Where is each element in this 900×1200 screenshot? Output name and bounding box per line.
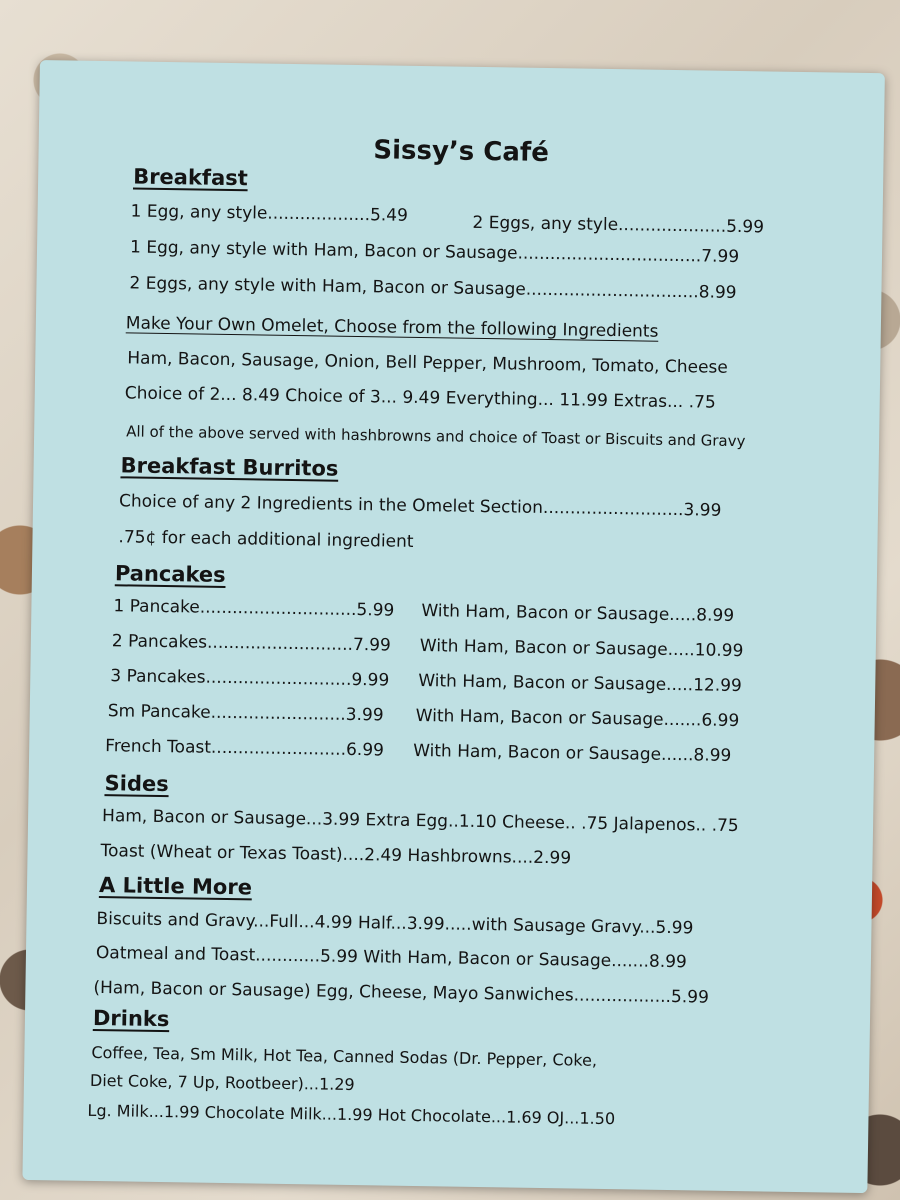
served-with-note: All of the above served with hashbrowns and choice of Toast or Biscuits and Gravy [126,422,746,451]
pancake-with-meat: With Ham, Bacon or Sausage.....10.99 [419,636,744,662]
pancake-with-meat: With Ham, Bacon or Sausage.....12.99 [418,671,742,697]
drinks-line-1: Coffee, Tea, Sm Milk, Hot Tea, Canned Sodas (Dr. Pepper, Coke, [91,1042,598,1070]
burritos-heading: Breakfast Burritos [120,453,339,481]
pancake-item: 1 Pancake.............................5.99 [113,596,395,621]
pancake-item: Sm Pancake.........................3.99 [107,701,384,726]
pancake-row [108,701,740,731]
omelet-prices: Choice of 2... 8.49 Choice of 3... 9.49 Everything... 11.99 Extras... .75 [124,383,716,413]
sides-line-1: Ham, Bacon or Sausage...3.99 Extra Egg..1.10 Cheese.. .75 Jalapenos.. .75 [101,806,739,837]
more-line-1: Biscuits and Gravy...Full...4.99 Half...3.99.....with Sausage Gravy...5.99 [96,908,694,939]
pancake-row [110,666,742,696]
omelet-ingredients: Ham, Bacon, Sausage, Onion, Bell Pepper, Mushroom, Tomato, Cheese [127,348,728,378]
menu-card [22,60,884,1193]
burritos-line-2: .75¢ for each additional ingredient [118,527,414,552]
pancake-row [105,736,731,766]
drinks-line-2: Diet Coke, 7 Up, Rootbeer)...1.29 [89,1070,355,1095]
burritos-line-1: Choice of any 2 Ingredients in the Omelet Section..........................3.99 [118,491,722,521]
pancake-item: French Toast.........................6.99 [105,736,385,761]
pancake-item: 3 Pancakes...........................9.99 [110,666,390,691]
breakfast-item-3: 1 Egg, any style with Ham, Bacon or Sausage..................................7.99 [129,237,740,268]
pancake-item: 2 Pancakes...........................7.99 [111,631,391,656]
breakfast-item-1: 1 Egg, any style...................5.49 [130,201,409,226]
more-line-3: (Ham, Bacon or Sausage) Egg, Cheese, Mayo Sanwiches..................5.99 [93,977,709,1008]
more-line-2: Oatmeal and Toast............5.99 With Ham, Bacon or Sausage.......8.99 [95,942,687,973]
menu-title: Sissy’s Café [373,135,550,169]
more-heading: A Little More [98,873,253,900]
breakfast-item-4: 2 Eggs, any style with Ham, Bacon or Sausage................................8.99 [129,273,737,303]
pancake-row [113,596,734,626]
sides-heading: Sides [104,771,169,797]
drinks-heading: Drinks [92,1005,170,1032]
pancakes-heading: Pancakes [114,561,226,587]
pancake-with-meat: With Ham, Bacon or Sausage......8.99 [413,740,732,766]
omelet-heading: Make Your Own Omelet, Choose from the following Ingredients [125,313,659,342]
pancake-with-meat: With Ham, Bacon or Sausage.....8.99 [421,601,735,626]
breakfast-heading: Breakfast [132,164,248,191]
drinks-line-3: Lg. Milk...1.99 Chocolate Milk...1.99 Hot Chocolate...1.69 OJ...1.50 [87,1100,616,1129]
sides-line-2: Toast (Wheat or Texas Toast)....2.49 Hashbrowns....2.99 [100,841,572,869]
breakfast-item-2: 2 Eggs, any style....................5.99 [472,212,765,238]
pancake-row [112,631,744,661]
pancake-with-meat: With Ham, Bacon or Sausage.......6.99 [415,705,740,732]
